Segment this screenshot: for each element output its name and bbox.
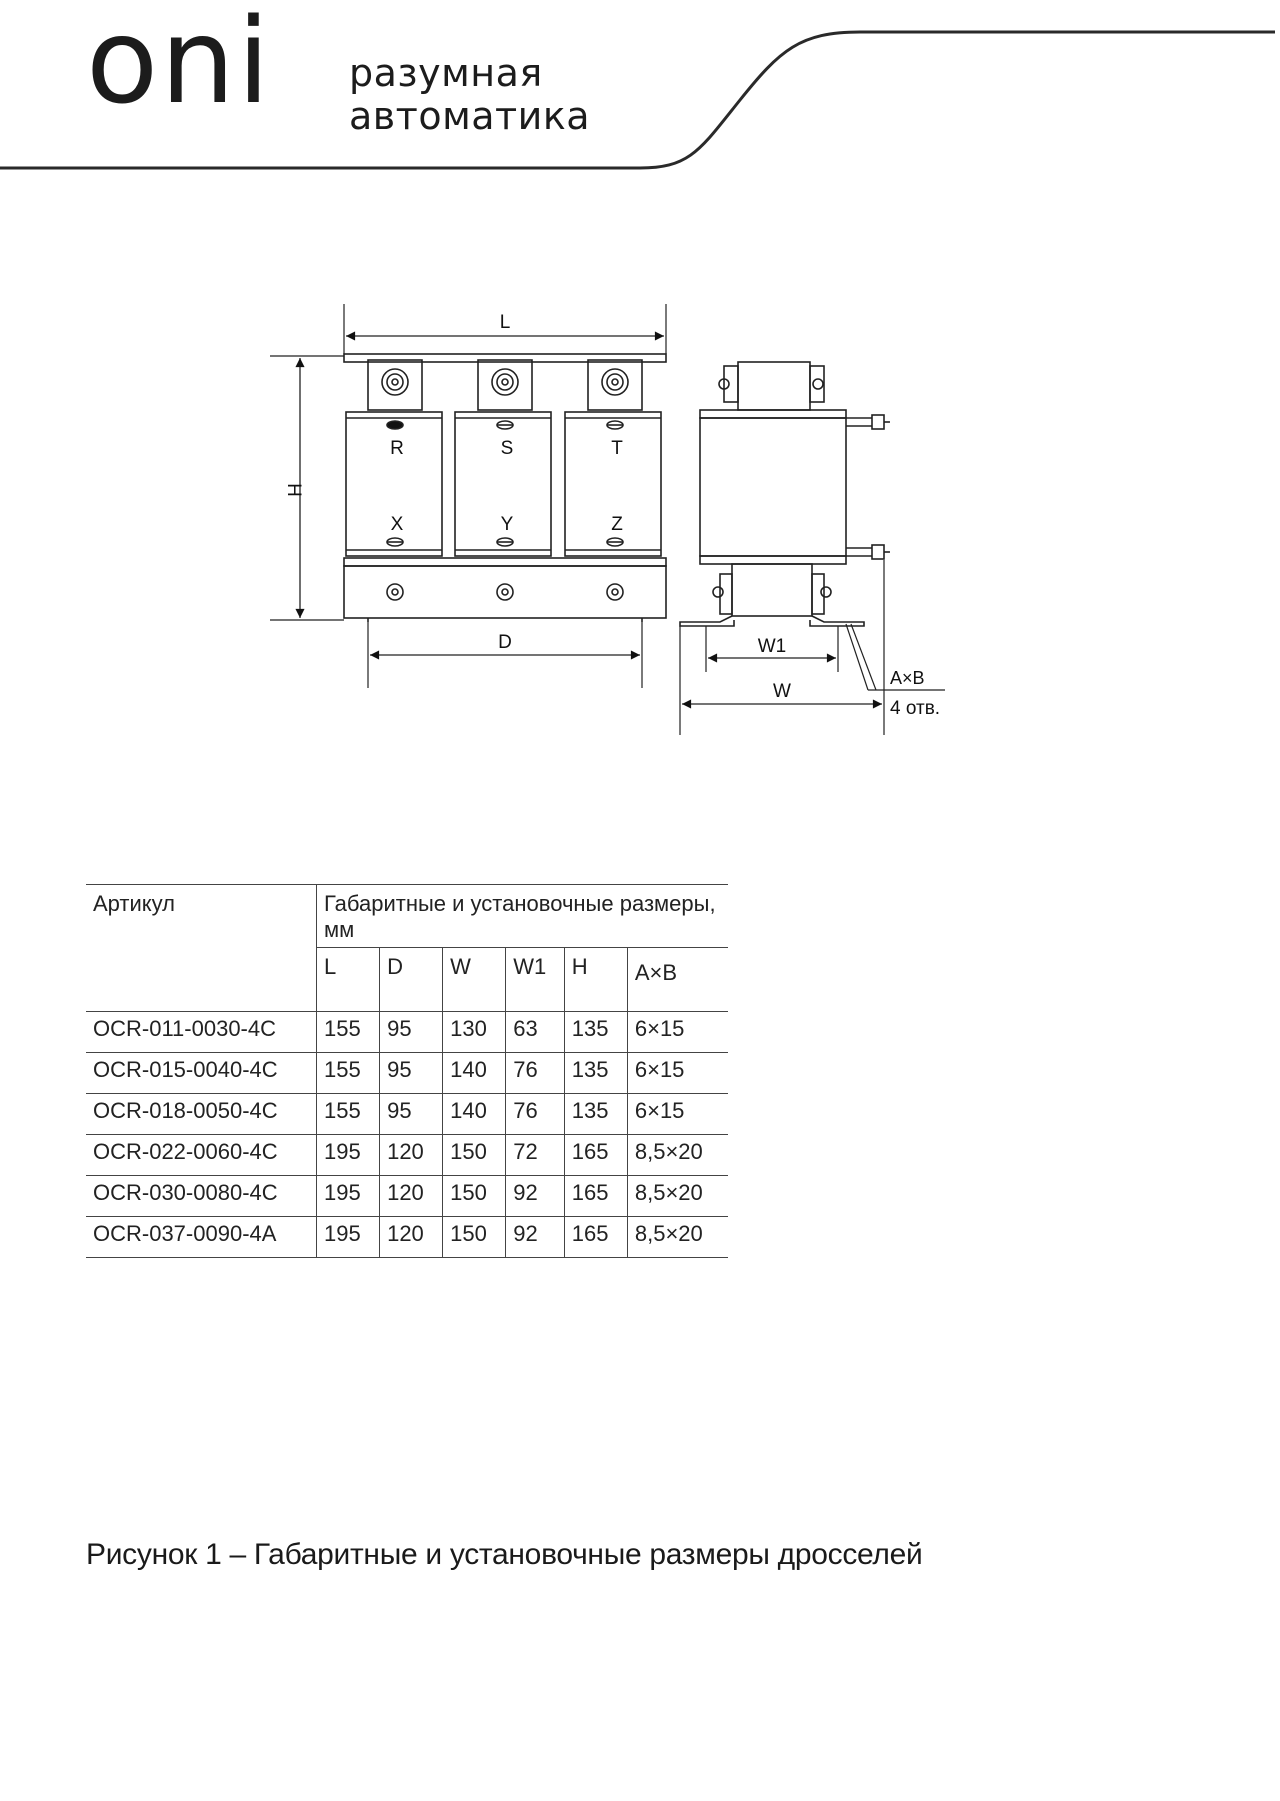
phase-label-s: S [500, 438, 514, 459]
dim-label-d: D [498, 632, 512, 653]
cell-article: OCR-030-0080-4C [86, 1176, 317, 1217]
dim-label-l: L [499, 312, 511, 333]
cell-w: 150 [443, 1135, 506, 1176]
tagline-line-2: автоматика [349, 94, 591, 138]
dim-label-h: H [283, 483, 304, 497]
cell-h: 135 [564, 1053, 627, 1094]
cell-w: 150 [443, 1217, 506, 1258]
cell-w1: 63 [506, 1012, 565, 1053]
subheader-h: H [564, 948, 627, 1012]
phase-label-z: Z [611, 514, 623, 535]
cell-l: 195 [317, 1135, 380, 1176]
subheader-d: D [380, 948, 443, 1012]
dim-label-w: W [773, 681, 791, 702]
brand-logo: oni [86, 0, 272, 130]
cell-l: 195 [317, 1176, 380, 1217]
table-row [86, 1053, 728, 1094]
cell-axb: 8,5×20 [627, 1135, 728, 1176]
phase-label-r: R [390, 438, 404, 459]
cell-article: OCR-011-0030-4C [86, 1012, 317, 1053]
cell-w: 130 [443, 1012, 506, 1053]
figure-caption: Рисунок 1 – Габаритные и установочные размеры дросселей [86, 1538, 923, 1571]
cell-article: OCR-022-0060-4C [86, 1135, 317, 1176]
table-row [86, 1094, 728, 1135]
side-coil [700, 418, 846, 556]
subheader-axb: A×B [627, 948, 728, 1012]
table-row [86, 1176, 728, 1217]
header-article: Артикул [86, 885, 317, 1012]
cell-h: 135 [564, 1012, 627, 1053]
cell-axb: 6×15 [627, 1012, 728, 1053]
holes-note: 4 отв. [890, 698, 941, 719]
phase-label-t: T [611, 438, 623, 459]
cell-d: 95 [380, 1053, 443, 1094]
subheader-w: W [443, 948, 506, 1012]
tagline-line-1: разумная [349, 51, 543, 95]
cell-w: 140 [443, 1094, 506, 1135]
cell-w1: 92 [506, 1176, 565, 1217]
cell-article: OCR-018-0050-4C [86, 1094, 317, 1135]
side-terminal-top [738, 362, 810, 410]
cell-w1: 76 [506, 1053, 565, 1094]
cell-d: 95 [380, 1012, 443, 1053]
table-row [86, 1217, 728, 1258]
cell-axb: 8,5×20 [627, 1176, 728, 1217]
brand-tagline [349, 52, 590, 138]
cell-axb: 8,5×20 [627, 1217, 728, 1258]
table-header-row [86, 885, 728, 948]
bottom-yoke [344, 558, 666, 566]
cell-d: 120 [380, 1217, 443, 1258]
subheader-w1: W1 [506, 948, 565, 1012]
phase-label-x: X [390, 514, 404, 535]
cell-h: 135 [564, 1094, 627, 1135]
cell-h: 165 [564, 1135, 627, 1176]
cell-w1: 72 [506, 1135, 565, 1176]
subheader-l: L [317, 948, 380, 1012]
header-dimensions: Габаритные и установочные размеры, мм [317, 885, 729, 948]
cell-d: 120 [380, 1135, 443, 1176]
cell-h: 165 [564, 1217, 627, 1258]
cell-l: 195 [317, 1217, 380, 1258]
table-row [86, 1012, 728, 1053]
cell-d: 120 [380, 1176, 443, 1217]
mounting-foot-right [810, 616, 864, 626]
cell-article: OCR-015-0040-4C [86, 1053, 317, 1094]
cell-l: 155 [317, 1094, 380, 1135]
cell-w: 150 [443, 1176, 506, 1217]
side-top-yoke [700, 410, 846, 418]
phase-label-y: Y [500, 514, 514, 535]
side-base-clamp [732, 564, 812, 616]
cell-l: 155 [317, 1012, 380, 1053]
page-header [0, 0, 1280, 180]
table-row [86, 1135, 728, 1176]
cell-d: 95 [380, 1094, 443, 1135]
cell-w: 140 [443, 1053, 506, 1094]
mounting-foot-left [680, 616, 734, 626]
cell-l: 155 [317, 1053, 380, 1094]
cell-w1: 76 [506, 1094, 565, 1135]
drawing-svg [0, 290, 1280, 760]
cell-h: 165 [564, 1176, 627, 1217]
dim-label-axb: A×B [890, 668, 925, 688]
cell-article: OCR-037-0090-4A [86, 1217, 317, 1258]
cell-axb: 6×15 [627, 1053, 728, 1094]
dim-label-w1: W1 [757, 636, 787, 657]
cell-w1: 92 [506, 1217, 565, 1258]
cell-axb: 6×15 [627, 1094, 728, 1135]
reactor-dimension-drawing [0, 290, 1280, 760]
dimensions-table [86, 884, 728, 1258]
